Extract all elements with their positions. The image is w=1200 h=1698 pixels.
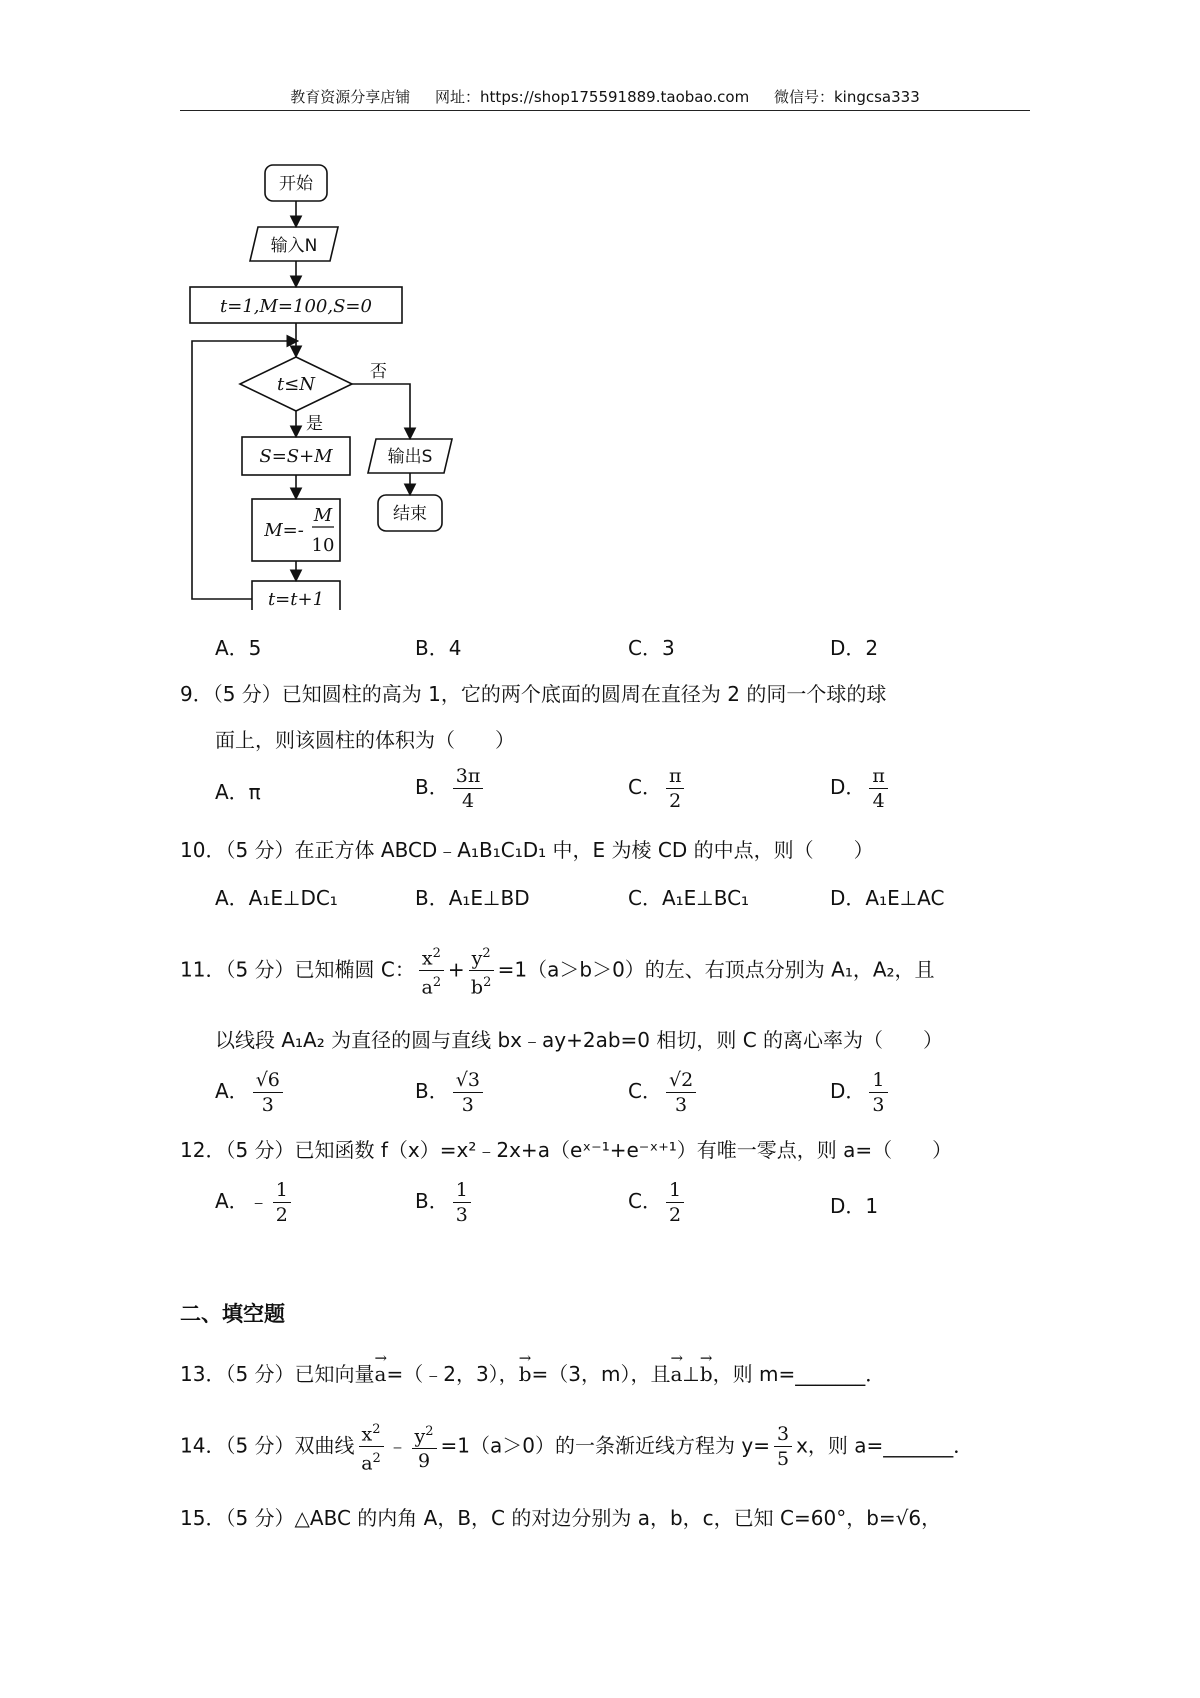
q9-option-a: A．π <box>215 780 261 804</box>
page-header <box>180 86 1030 111</box>
header-shop: 教育资源分享店铺 <box>290 88 411 106</box>
q9-line1: 9．（5 分）已知圆柱的高为 1，它的两个底面的圆周在直径为 2 的同一个球的球 <box>180 682 887 706</box>
flow-step2-den: 10 <box>311 535 335 556</box>
q10-option-b: B．A₁E⊥BD <box>415 886 530 910</box>
q11-line1: 11．（5 分）已知椭圆 C： $\frac{x^2}{a^2}$ + $\frac{y^2}{b^2}$ =1（a＞b＞0）的左、右顶点分别为 A₁，A₂，且 <box>180 946 935 999</box>
q14-line1: 14．（5 分）双曲线 $\frac{x^2}{a^2}$ ﹣ $\frac{y^2}{9}$ =1（a＞0）的一条渐近线方程为 y= $\frac{3}{5}$ x，则 a=_______． <box>180 1422 974 1475</box>
q15-line1: 15．（5 分）△ABC 的内角 A，B，C 的对边分别为 a，b，c，已知 C=60°，b=√6， <box>180 1506 942 1530</box>
q10-option-d: D．A₁E⊥AC <box>830 886 945 910</box>
flow-input-label: 输入N <box>270 236 318 256</box>
flow-step1-label: S=S+M <box>259 446 333 467</box>
q11-option-a: A． $\frac{√6}{3}$ <box>215 1070 287 1115</box>
q10-option-c: C．A₁E⊥BC₁ <box>628 886 750 910</box>
flow-output-label: 输出S <box>387 447 433 467</box>
q12-option-c: C． $\frac{1}{2}$ <box>628 1180 688 1225</box>
q9-line2: 面上，则该圆柱的体积为（ ） <box>215 728 515 752</box>
flow-cond-label: t≤N <box>276 374 316 395</box>
flowchart <box>180 155 480 610</box>
section-title: 二、填空题 <box>180 1302 285 1326</box>
q11-option-b: B． $\frac{√3}{3}$ <box>415 1070 487 1115</box>
q11-option-c: C． $\frac{√2}{3}$ <box>628 1070 700 1115</box>
q13-line1: 13．（5 分）已知向量→ a=（﹣2，3），→ b=（3，m），且→ a⊥→ b，则 m=_______． <box>180 1360 885 1388</box>
q12-line1: 12．（5 分）已知函数 f（x）=x²﹣2x+a（eˣ⁻¹+e⁻ˣ⁺¹）有唯一零点，则 a=（ ） <box>180 1138 953 1162</box>
q12-option-b: B． $\frac{1}{3}$ <box>415 1180 475 1225</box>
flow-step2-lhs: M=- <box>264 520 304 541</box>
flow-step2-num: M <box>313 505 333 526</box>
q11-line2: 以线段 A₁A₂ 为直径的圆与直线 bx﹣ay+2ab=0 相切，则 C 的离心率为（ ） <box>215 1028 944 1052</box>
q9-option-b: B． $\frac{3\pi}{4}$ <box>415 766 487 811</box>
q10-line1: 10．（5 分）在正方体 ABCD﹣A₁B₁C₁D₁ 中，E 为棱 CD 的中点，则（ ） <box>180 838 874 862</box>
flow-step3-label: t=t+1 <box>267 589 325 610</box>
q12-option-a: A．﹣ $\frac{1}{2}$ <box>215 1180 295 1225</box>
flow-start-label: 开始 <box>279 174 313 194</box>
q8-option-b: B．4 <box>415 636 462 660</box>
flow-init-label: t=1,M=100,S=0 <box>220 296 372 317</box>
q8-option-c: C．3 <box>628 636 675 660</box>
q9-option-c: C． $\frac{\pi}{2}$ <box>628 766 688 811</box>
flow-yes-label: 是 <box>306 414 323 434</box>
header-site: 网址：https://shop175591889.taobao.com <box>435 88 750 106</box>
q8-option-a: A．5 <box>215 636 262 660</box>
flow-no-label: 否 <box>370 362 387 382</box>
q11-option-d: D． $\frac{1}{3}$ <box>830 1070 892 1115</box>
q12-option-d: D．1 <box>830 1194 879 1218</box>
q8-option-d: D．2 <box>830 636 879 660</box>
q9-option-d: D． $\frac{\pi}{4}$ <box>830 766 892 811</box>
flow-end-label: 结束 <box>393 504 427 524</box>
header-wechat: 微信号：kingcsa333 <box>773 88 920 106</box>
q10-option-a: A．A₁E⊥DC₁ <box>215 886 338 910</box>
